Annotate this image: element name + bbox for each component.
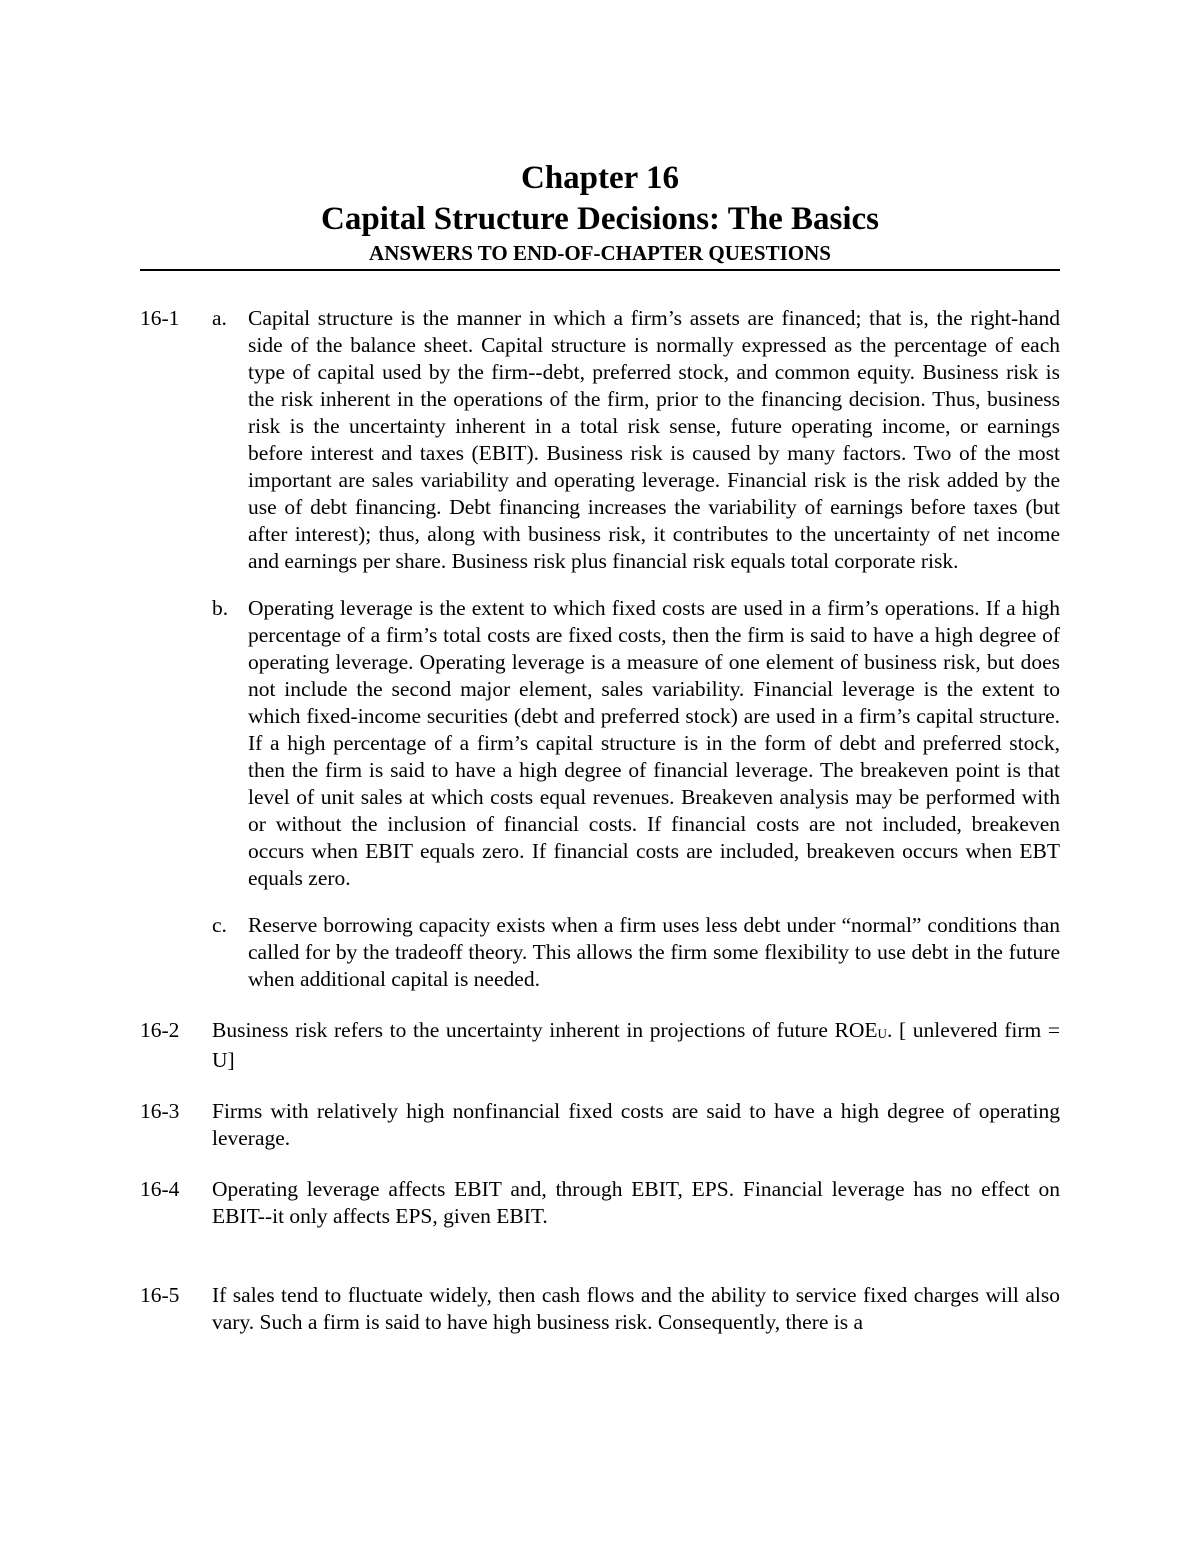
part-letter: c.	[212, 913, 227, 937]
answer-text: Reserve borrowing capacity exists when a firm uses less debt under “normal” conditions than called for by the tradeoff theory. This allows the firm some flexibility to use debt in the future when additional capital is needed.	[248, 913, 1060, 991]
question-number: 16-5	[140, 1283, 180, 1307]
answer-text: Operating leverage is the extent to which fixed costs are used in a firm’s operations. If a high percentage of a firm’s total costs are fixed costs, then the firm is said to have a high degree of operating leverage. Operating leverage is a measure of one element of business risk, but does not include the second major element, sales variability. Financial leverage is the extent to which fixed-income securities (debt and preferred stock) are used in a firm’s capital structure. If a high percentage of a firm’s capital structure is in the form of debt and preferred stock, then the firm is said to have a high degree of financial leverage. The breakeven point is that level of unit sales at which costs equal revenues. Breakeven analysis may be performed with or without the inclusion of financial costs. If financial costs are not included, breakeven occurs when EBIT equals zero. If financial costs are included, breakeven occurs when EBT equals zero.	[248, 596, 1060, 890]
chapter-heading: Chapter 16	[521, 160, 679, 196]
question-16-2	[140, 1017, 1060, 1074]
question-16-5	[140, 1282, 1060, 1336]
document-header	[140, 158, 1060, 268]
question-16-3	[140, 1098, 1060, 1152]
answer-text-before: Business risk refers to the uncertainty inherent in projections of future ROE	[212, 1018, 878, 1042]
answer-text	[212, 1017, 1060, 1074]
answer-text: Capital structure is the manner in which a firm’s assets are financed; that is, the right-hand side of the balance sheet. Capital structure is normally expressed as the percentage of each type of capital used by the firm--debt, preferred stock, and common equity. Business risk is the risk inherent in the operations of the firm, prior to the financing decision. Thus, business risk is the uncertainty inherent in a total risk sense, future operating income, or earnings before interest and taxes (EBIT). Business risk is caused by many factors. Two of the most important are sales variability and operating leverage. Financial risk is the risk added by the use of debt financing. Debt financing increases the variability of earnings before taxes (but after interest); thus, along with business risk, it contributes to the uncertainty of net income and earnings per share. Business risk plus financial risk equals total corporate risk.	[248, 306, 1060, 573]
subscript-u: U	[877, 1026, 887, 1041]
answer-part-c	[212, 912, 1060, 993]
answer-part-a	[212, 305, 1060, 575]
answer-part-b	[212, 595, 1060, 892]
question-16-1	[140, 305, 1060, 993]
question-16-4	[140, 1176, 1060, 1230]
question-number: 16-2	[140, 1018, 180, 1042]
question-number: 16-1	[140, 306, 180, 330]
header-divider	[140, 269, 1060, 271]
answers-body	[140, 305, 1060, 1360]
question-number: 16-4	[140, 1177, 180, 1201]
answer-text: If sales tend to fluctuate widely, then cash flows and the ability to service fixed charges will also vary. Such a firm is said to have high business risk. Consequently, there is a	[212, 1283, 1060, 1334]
part-letter: b.	[212, 596, 229, 620]
chapter-title: Capital Structure Decisions: The Basics	[321, 201, 879, 237]
question-number: 16-3	[140, 1099, 180, 1123]
answer-text: Operating leverage affects EBIT and, through EBIT, EPS. Financial leverage has no effect on EBIT--it only affects EPS, given EBIT.	[212, 1177, 1060, 1228]
answer-text-after: . [ unlevered firm = U]	[212, 1018, 1061, 1072]
section-subtitle: ANSWERS TO END-OF-CHAPTER QUESTIONS	[369, 241, 831, 265]
part-letter: a.	[212, 306, 227, 330]
answer-text: Firms with relatively high nonfinancial fixed costs are said to have a high degree of operating leverage.	[212, 1099, 1060, 1150]
